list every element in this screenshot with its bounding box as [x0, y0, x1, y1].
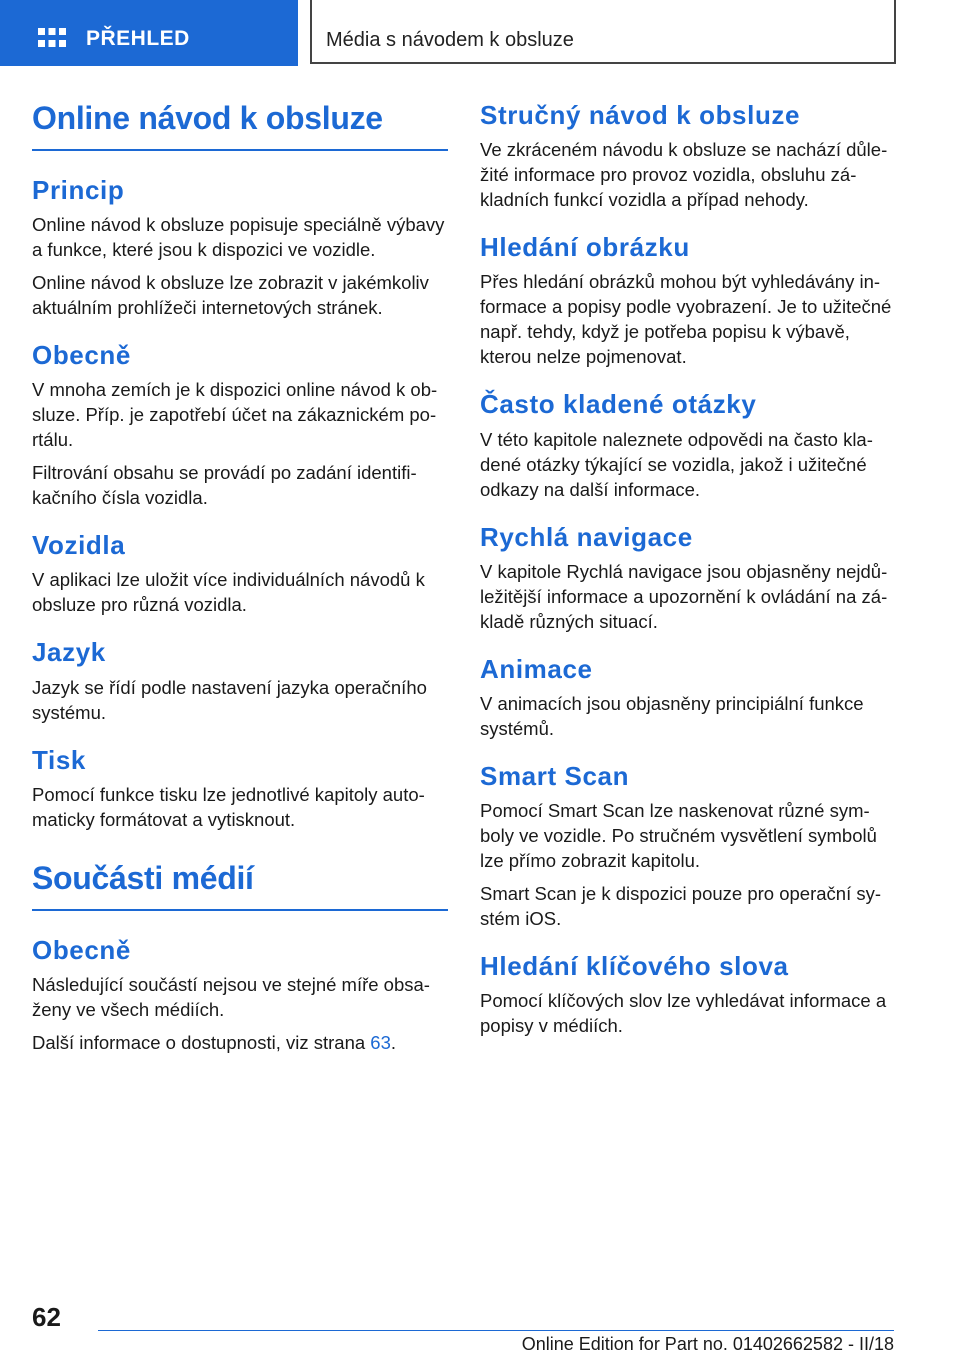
overview-tab[interactable]: [0, 0, 298, 66]
right-column: [480, 100, 896, 1038]
left-column: [32, 100, 448, 1055]
heading-short-manual: Stručný návod k obsluze: [480, 100, 801, 130]
heading-keyword-search: Hledání klíčového slova: [480, 951, 789, 982]
paragraph-availability: [32, 1030, 448, 1055]
paragraph-smart-scan-2: Smart Scan je k dispozici pouze pro operační systém iOS.: [480, 883, 882, 930]
paragraph-princip-1: Online návod k obsluze popisuje speciálně výbavy a funkce, které jsou k dispozici ve vozidle.: [32, 213, 445, 260]
section-title-online-manual: Online návod k obsluze: [32, 100, 448, 151]
paragraph-short-manual: Ve zkráceném návodu k obsluze se nachází důležité informace pro provoz vozidla, obsluhu základních funkcí vozidla a případ nehody.: [480, 139, 888, 211]
grid-menu-icon: [38, 28, 66, 48]
paragraph-vozidla: V aplikaci lze uložit více individuálních návodů k obsluze pro různá vozidla.: [32, 569, 425, 616]
chapter-tab[interactable]: [310, 0, 896, 64]
heading-animations: Animace: [480, 653, 593, 684]
paragraph-obecne-2-1: Následující součástí nejsou ve stejné míře obsaženy ve všech médiích.: [32, 973, 430, 1020]
heading-quick-navigation: Rychlá navigace: [480, 521, 693, 552]
paragraph-faq: V této kapitole naleznete odpovědi na často kladené otázky týkající se vozidla, jakož i užitečné odkazy na další informace.: [480, 428, 873, 500]
page-63-link[interactable]: 63: [370, 1031, 391, 1053]
heading-obecne-2: Obecně: [32, 934, 131, 965]
availability-period: .: [390, 1031, 397, 1053]
footer-edition-text: Online Edition for Part no. 01402662582 - II/18: [521, 1334, 894, 1354]
heading-jazyk: Jazyk: [32, 637, 106, 668]
heading-princip: Princip: [32, 174, 125, 205]
chapter-tab-label: Média s návodem k obsluze: [326, 29, 574, 51]
heading-vozidla: Vozidla: [32, 530, 126, 561]
heading-obecne: Obecně: [32, 339, 131, 370]
paragraph-quick-navigation: V kapitole Rychlá navigace jsou objasněny nejdůležitější informace a upozornění k ovládání na základě různých situací.: [480, 560, 888, 632]
heading-smart-scan: Smart Scan: [480, 760, 630, 791]
availability-text: Další informace o dostupnosti, viz strana: [32, 1031, 371, 1053]
paragraph-smart-scan-1: Pomocí Smart Scan lze naskenovat různé symboly ve vozidle. Po stručném vysvětlení symbolů lze přímo zobrazit kapitolu.: [480, 800, 877, 872]
paragraph-image-search: Přes hledání obrázků mohou být vyhledávány informace a popisy podle vyobrazení. Je to užitečné např. tehdy, když je potřeba popisu k výbavě, kterou nelze pojmenovat.: [480, 271, 892, 368]
footer-divider: [98, 1330, 894, 1331]
paragraph-obecne-1: V mnoha zemích je k dispozici online návod k obsluze. Příp. je zapotřebí účet na zákaznickém portálu.: [32, 379, 438, 451]
paragraph-obecne-2: Filtrování obsahu se provádí po zadání identifikačního čísla vozidla.: [32, 462, 417, 509]
heading-image-search: Hledání obrázku: [480, 232, 690, 263]
heading-tisk: Tisk: [32, 744, 86, 775]
section-title-media-components: Součásti médií: [32, 860, 448, 911]
paragraph-keyword-search: Pomocí klíčových slov lze vyhledávat informace a popisy v médiích.: [480, 990, 887, 1037]
top-navigation-bar: [0, 0, 960, 66]
paragraph-tisk: Pomocí funkce tisku lze jednotlivé kapitoly automaticky formátovat a vytisknout.: [32, 783, 425, 830]
paragraph-jazyk: Jazyk se řídí podle nastavení jazyka operačního systému.: [32, 676, 427, 723]
paragraph-animations: V animacích jsou objasněny principiální funkce systémů.: [480, 692, 864, 739]
page-number: 62: [32, 1302, 61, 1332]
paragraph-princip-2: Online návod k obsluze lze zobrazit v jakémkoliv aktuálním prohlížeči internetových stránek.: [32, 271, 429, 318]
overview-tab-label: PŘEHLED: [86, 27, 190, 50]
heading-faq: Často kladené otázky: [480, 389, 757, 420]
